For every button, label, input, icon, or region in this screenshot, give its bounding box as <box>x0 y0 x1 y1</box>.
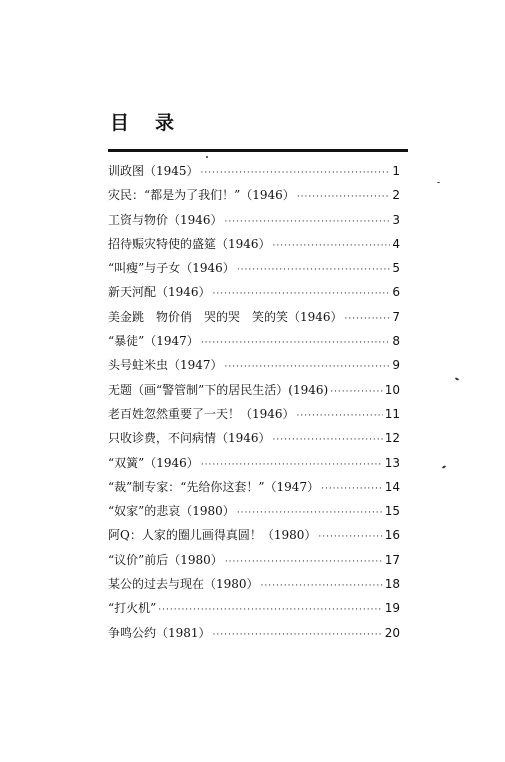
print-speck <box>206 156 208 158</box>
toc-entry-page: 17 <box>384 552 400 567</box>
print-speck <box>442 465 446 469</box>
toc-entry-title: “暴徒”（1947） <box>108 334 199 349</box>
toc-entry-title: 老百姓忽然重要了一天！（1946） <box>108 406 295 421</box>
toc-entry-page: 13 <box>384 455 400 470</box>
toc-entry-title: 某公的过去与现在（1980） <box>108 577 259 592</box>
toc-entry <box>108 162 400 186</box>
toc-entry <box>108 575 400 599</box>
toc-entry-title: “奴家”的悲哀（1980） <box>108 504 235 519</box>
dot-leader <box>318 532 382 542</box>
toc-list <box>108 162 400 648</box>
dot-leader <box>345 314 391 324</box>
dot-leader <box>225 557 383 567</box>
toc-entry <box>108 356 400 380</box>
heading-rule <box>108 149 408 152</box>
print-speck <box>437 182 440 183</box>
toc-entry <box>108 599 400 623</box>
toc-entry <box>108 551 400 575</box>
toc-entry-title: 头号蛀米虫（1947） <box>108 358 223 373</box>
toc-entry-title: 阿Q：人家的圈儿画得真圆！（1980） <box>108 528 317 543</box>
dot-leader <box>225 217 391 227</box>
toc-entry-page: 2 <box>392 188 400 203</box>
print-speck <box>455 377 459 381</box>
toc-entry <box>108 308 400 332</box>
toc-entry-title: 美金跳 物价俏 哭的哭 笑的笑（1946） <box>108 309 343 324</box>
dot-leader <box>273 241 391 251</box>
dot-leader <box>237 265 391 275</box>
dot-leader <box>201 460 383 470</box>
toc-entry-title: “双簧”（1946） <box>108 455 199 470</box>
toc-heading-char-1: 目 <box>110 112 132 134</box>
toc-entry-title: 招待赈灾特使的盛筵（1946） <box>108 236 271 251</box>
dot-leader <box>213 630 383 640</box>
toc-entry <box>108 283 400 307</box>
toc-heading-char-2: 录 <box>155 112 177 134</box>
toc-entry-page: 1 <box>392 164 400 178</box>
dot-leader <box>201 338 391 348</box>
dot-leader <box>321 484 383 494</box>
toc-entry-title: 灾民：“都是为了我们！”（1946） <box>108 188 295 203</box>
dot-leader <box>158 605 382 615</box>
toc-entry-page: 20 <box>384 625 400 640</box>
toc-entry-title: 工资与物价（1946） <box>108 212 223 227</box>
toc-entry-title: “叫瘦”与子女（1946） <box>108 261 235 276</box>
toc-entry <box>108 454 400 478</box>
toc-entry-page: 19 <box>384 601 400 616</box>
toc-entry-page: 18 <box>384 577 400 592</box>
toc-entry <box>108 211 400 235</box>
toc-entry-page: 7 <box>392 309 400 324</box>
dot-leader <box>261 581 383 591</box>
dot-leader <box>297 411 383 421</box>
toc-entry-page: 8 <box>392 334 400 349</box>
dot-leader <box>213 289 391 299</box>
toc-entry-title: “裁”制专家：“先给你这套！”（1947） <box>108 479 320 494</box>
toc-entry-page: 14 <box>384 479 400 494</box>
toc-entry <box>108 186 400 210</box>
toc-entry <box>108 332 400 356</box>
dot-leader <box>273 435 383 445</box>
toc-entry-title: 争鸣公约（1981） <box>108 625 211 640</box>
toc-entry-page: 4 <box>392 236 400 251</box>
toc-entry <box>108 381 400 405</box>
toc-entry-title: 无题（画“警管制”下的居民生活）(1946) <box>108 382 329 397</box>
toc-entry <box>108 502 400 526</box>
toc-entry-page: 6 <box>392 285 400 300</box>
toc-entry <box>108 429 400 453</box>
dot-leader <box>297 192 391 202</box>
toc-entry-title: “打火机” <box>108 601 157 616</box>
toc-entry <box>108 259 400 283</box>
dot-leader <box>237 508 383 518</box>
toc-entry-page: 3 <box>392 212 400 227</box>
toc-entry-page: 9 <box>392 358 400 373</box>
toc-entry <box>108 624 400 648</box>
toc-entry <box>108 526 400 550</box>
toc-entry-page: 11 <box>384 406 400 421</box>
toc-entry-page: 10 <box>384 382 400 397</box>
toc-entry-title: 只收诊费，不问病情（1946） <box>108 431 271 446</box>
dot-leader <box>330 387 383 397</box>
toc-entry-title: 训政图（1945） <box>108 164 199 178</box>
dot-leader <box>201 168 391 178</box>
toc-entry-page: 5 <box>392 261 400 276</box>
toc-entry-page: 15 <box>384 504 400 519</box>
toc-entry <box>108 235 400 259</box>
toc-entry-title: 新天河配（1946） <box>108 285 211 300</box>
toc-entry-page: 16 <box>384 528 400 543</box>
toc-entry-title: “议价”前后（1980） <box>108 552 223 567</box>
toc-entry <box>108 405 400 429</box>
toc-entry <box>108 478 400 502</box>
dot-leader <box>225 362 391 372</box>
toc-entry-page: 12 <box>384 431 400 446</box>
toc-heading <box>110 108 176 135</box>
